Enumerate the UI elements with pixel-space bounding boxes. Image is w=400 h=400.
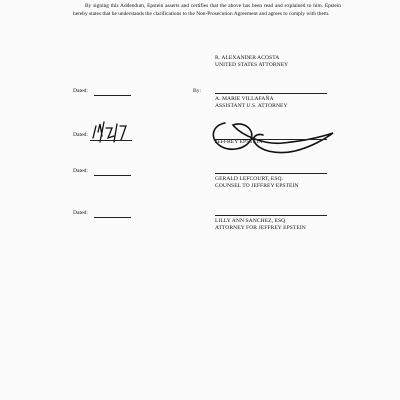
signature-line-4 xyxy=(215,215,327,216)
date-line-1 xyxy=(94,95,131,96)
villafana-name: A. MARIE VILLAFAÑA xyxy=(215,96,274,102)
date-line-3 xyxy=(94,175,131,176)
addendum-paragraph: By signing this Addendum, Epstein asserts and certifies that the above has been read and explained to him. Epstein hereby states that he understands the clarifications to the Non-Prosecution Agreement and agrees to comply with them. xyxy=(73,3,341,18)
lefcourt-title: COUNSEL TO JEFFREY EPSTEIN xyxy=(215,183,299,189)
lefcourt-name: GERALD LEFCOURT, ESQ. xyxy=(215,176,284,182)
date-line-4 xyxy=(94,217,131,218)
villafana-title: ASSISTANT U.S. ATTORNEY xyxy=(215,103,288,109)
sanchez-name: LILLY ANN SANCHEZ, ESQ. xyxy=(215,218,287,224)
epstein-signature xyxy=(203,115,338,160)
dated-label-1: Dated: xyxy=(73,88,88,94)
dated-label-2: Dated: xyxy=(73,132,88,138)
signature-line-3 xyxy=(215,173,327,174)
dated-label-4: Dated: xyxy=(73,210,88,216)
sanchez-title: ATTORNEY FOR JEFFREY EPSTEIN xyxy=(215,225,306,231)
dated-label-3: Dated: xyxy=(73,168,88,174)
epstein-name: JEFFREY EPSTEIN xyxy=(215,139,263,145)
us-attorney-name: R. ALEXANDER ACOSTA xyxy=(215,55,280,61)
date-line-2 xyxy=(90,140,132,141)
us-attorney-title: UNITED STATES ATTORNEY xyxy=(215,62,289,68)
signature-line-1 xyxy=(215,93,327,94)
by-label: By: xyxy=(193,88,202,94)
